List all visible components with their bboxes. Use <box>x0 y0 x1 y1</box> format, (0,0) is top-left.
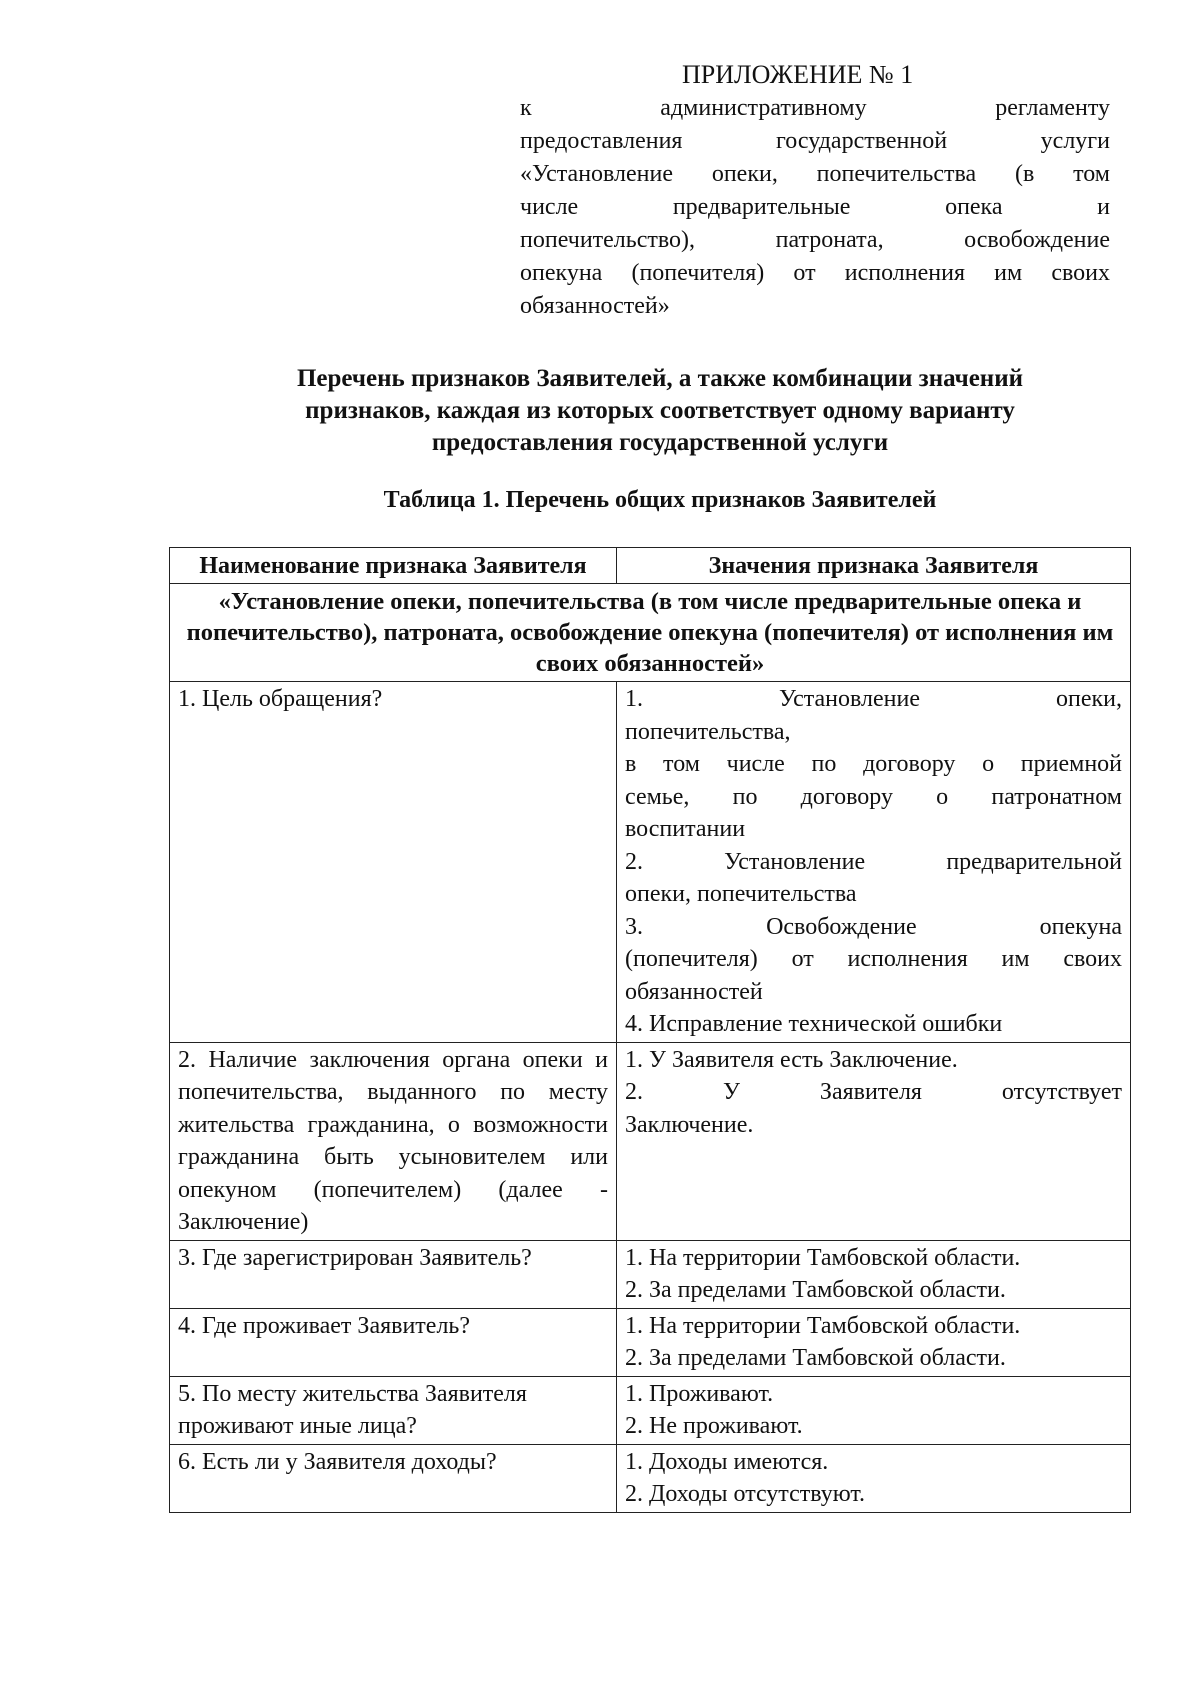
criterion-name: 2. Наличие заключения органа опеки и попечительства, выданного по месту жительства гражданина, о возможности гражданина быть усыновителем или опекуном (попечителем) (далее - Заключение) <box>170 1042 617 1240</box>
value-line: 1. На территории Тамбовской области. <box>625 1312 1021 1339</box>
criterion-name: 1. Цель обращения? <box>170 682 617 1043</box>
criterion-values <box>617 1376 1131 1444</box>
criterion-values <box>617 1042 1131 1240</box>
appendix-line: числе предварительные опека и <box>520 194 1110 220</box>
criterion-values <box>617 1444 1131 1512</box>
document-title-line: предоставления государственной услуги <box>431 429 889 456</box>
value-line: (попечителя) от исполнения им своих <box>625 946 1122 972</box>
criterion-values <box>617 1308 1131 1376</box>
appendix-line: обязанностей» <box>520 293 670 319</box>
value-line: в том числе по договору о приемной <box>625 751 1122 777</box>
appendix-text <box>520 92 1110 323</box>
document-title <box>160 363 1160 459</box>
value-line: опеки, попечительства <box>625 881 857 907</box>
appendix-block <box>520 58 1110 323</box>
table-row <box>170 1308 1131 1376</box>
appendix-line: «Установление опеки, попечительства (в том <box>520 161 1110 187</box>
value-line: 1. Установление опеки, <box>625 686 1122 712</box>
table-row <box>170 1042 1131 1240</box>
value-line: 3. Освобождение опекуна <box>625 913 1122 940</box>
criterion-values <box>617 682 1131 1043</box>
value-line: обязанностей <box>625 978 763 1005</box>
appendix-title: ПРИЛОЖЕНИЕ № 1 <box>682 60 914 89</box>
criterion-name: 3. Где зарегистрирован Заявитель? <box>170 1240 617 1308</box>
criteria-table <box>169 547 1131 1513</box>
value-line: 2. За пределами Тамбовской области. <box>625 1345 1006 1371</box>
appendix-line: предоставления государственной услуги <box>520 128 1110 154</box>
criterion-name: 4. Где проживает Заявитель? <box>170 1308 617 1376</box>
section-title: «Установление опеки, попечительства (в том числе предварительные опека и попечительство), патроната, освобождение опекуна (попечителя) от исполнения им своих обязанностей» <box>170 584 1131 682</box>
value-line: 1. Доходы имеются. <box>625 1448 829 1475</box>
value-line: 1. Проживают. <box>625 1380 774 1407</box>
document-title-line: Перечень признаков Заявителей, а также комбинации значений <box>296 365 1024 392</box>
value-line: 2. За пределами Тамбовской области. <box>625 1277 1006 1303</box>
document-title-line: признаков, каждая из которых соответствует одному варианту <box>305 397 1015 424</box>
value-line: Заключение. <box>625 1111 754 1138</box>
section-row <box>170 584 1131 682</box>
value-line: 2. Доходы отсутствуют. <box>625 1481 866 1507</box>
table-row <box>170 682 1131 1043</box>
appendix-line: к административному регламенту <box>520 95 1110 121</box>
value-line: 2. Не проживают. <box>625 1413 803 1439</box>
appendix-line: опекуна (попечителя) от исполнения им своих <box>520 260 1110 286</box>
table-row <box>170 1376 1131 1444</box>
column-header-name: Наименование признака Заявителя <box>170 548 617 584</box>
value-line: семье, по договору о патронатном <box>625 783 1122 810</box>
table-row <box>170 1444 1131 1512</box>
table-caption: Таблица 1. Перечень общих признаков Заявителей <box>383 487 937 513</box>
value-line: 4. Исправление технической ошибки <box>625 1011 1003 1037</box>
criterion-name: 6. Есть ли у Заявителя доходы? <box>170 1444 617 1512</box>
column-header-values: Значения признака Заявителя <box>617 548 1131 584</box>
criterion-name: 5. По месту жительства Заявителя проживают иные лица? <box>170 1376 617 1444</box>
value-line: 2. У Заявителя отсутствует <box>625 1079 1122 1105</box>
value-line: воспитании <box>625 816 746 842</box>
table-header-row <box>170 548 1131 584</box>
appendix-line: попечительство), патроната, освобождение <box>520 227 1110 253</box>
value-line: 2. Установление предварительной <box>625 848 1122 875</box>
value-line: 1. У Заявителя есть Заключение. <box>625 1046 958 1073</box>
table-row <box>170 1240 1131 1308</box>
criterion-values <box>617 1240 1131 1308</box>
value-line: попечительства, <box>625 718 791 745</box>
value-line: 1. На территории Тамбовской области. <box>625 1244 1021 1271</box>
